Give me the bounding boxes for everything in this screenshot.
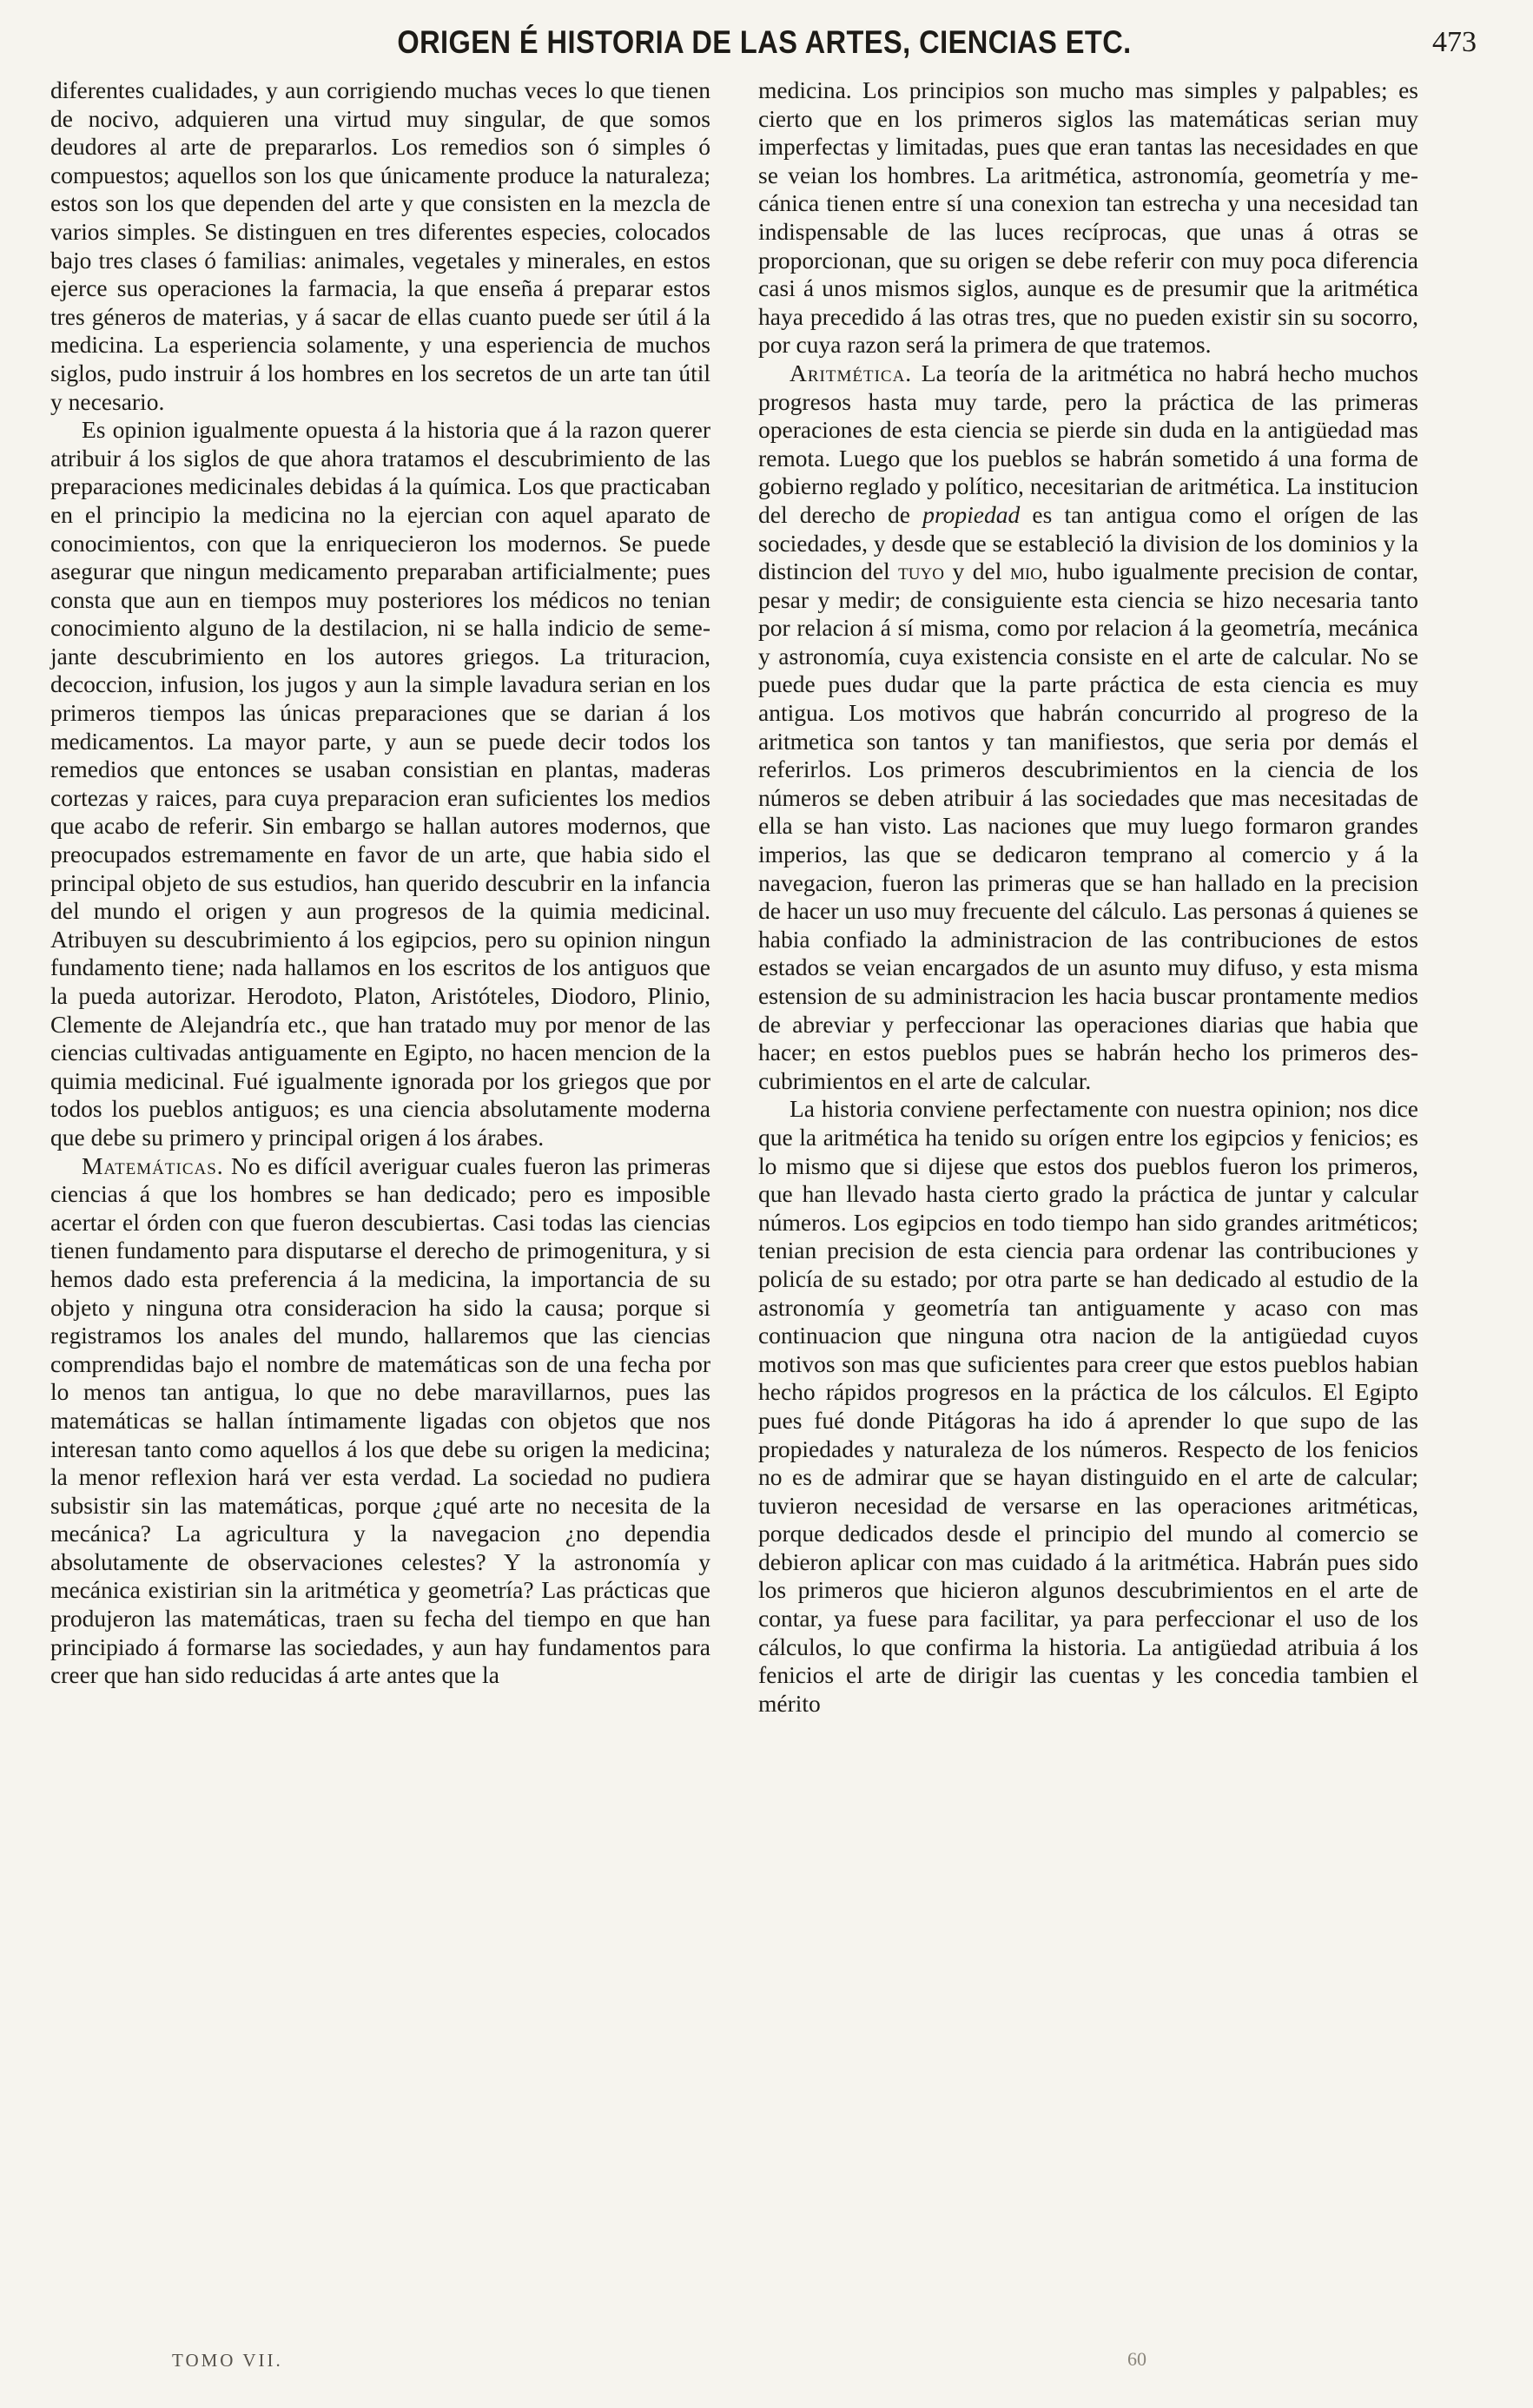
paragraph-medicinal-chemistry: Es opinion igualmente opuesta á la historia que á la razon querer atribuir á los siglos de que ahora tratamos el descubrimiento de las preparaciones medicinales debidas á la química. Los que practicaban en el principio la medicina no la ejercian con aquel aparato de conocimientos, con que la enriquecieron los modernos. Se puede asegurar que ningun medicamento preparaban artificialmente; pues consta que aun en tiempos muy posteriores los médicos no tenian conocimiento alguno de la destilacion, ni se halla indicio de semejante descubrimiento en los autores griegos. La trituracion, decoccion, infusion, los jugos y aun la simple lavadura serian en los primeros tiempos las únicas preparaciones que se darian á los medicamentos. La mayor parte, y aun se puede decir todos los remedios que entonces se usaban consistian en plantas, maderas cortezas y raices, para cuya preparacion eran suficientes los medios que acabo de referir. Sin embargo se hallan autores modernos, que preocupados estremamente en favor de un arte, que habia sido el principal objeto de sus estudios, han querido descubrir en la infancia del mundo el origen y aun progresos de la quimia medicinal. Atribuyen su descubrimiento á los egipcios, pero su opinion ningun fundamento tiene; nada hallamos en los escritos de los antiguos que la pueda autorizar. Herodoto, Platon, Aristóteles, Diodoro, Plinio, Clemente de Alejandría etc., que han tratado muy por menor de las ciencias cultivadas antiguamente en Egipto, no hacen mencion de la quimia medicinal. Fué igualmente ignorada por los griegos que por todos los pueblos antiguos; es una ciencia absolutamente moderna que debe su primero y principal origen á los árabes. [50, 416, 710, 1151]
right-column [758, 76, 1418, 1718]
page-footer [50, 2350, 1418, 2385]
section-heading-mathematics: Matemáticas. [82, 1151, 224, 1179]
text-columns [50, 76, 1418, 2247]
arithmetic-text-part-c: y del [943, 557, 1010, 585]
paragraph-arithmetic [758, 360, 1418, 1095]
printer-signature-mark: 60 [1127, 2348, 1146, 2370]
running-title: ORIGEN É HISTORIA DE LAS ARTES, CIENCIAS ETC. [397, 24, 1132, 60]
left-column [50, 76, 710, 1690]
arithmetic-text-part-b: es tan antigua como el orígen de las sociedades, y desde que se estableció la division de los dominios y la distincion del [758, 500, 1418, 585]
arithmetic-text-part-d: , hubo igualmente precision de contar, pesar y medir; de consiguiente esta ciencia se hizo necesaria tanto por relacion á sí misma, como por relacion á la geometría, mecánica y astronomía, cuya existencia consiste en el arte de calcular. No se puede pues dudar que la parte práctica de esta ciencia es muy antigua. Los motivos que habrán concurrido al progreso de la aritmetica son tantos y tan manifiestos, que seria por demás el referirlos. Los primeros descubrimientos en la ciencia de los números se deben atribuir á las sociedades que mas necesitadas de ella se han visto. Las naciones que muy luego formaron grandes imperios, las que se dedicaron temprano al comercio y á la navegacion, fueron las primeras que se han hallado en la precision de hacer un uso muy frecuente del cálculo. Las personas á quienes se habia confiado la administracion de las contribuciones de estos estados se veian encargados de un asunto muy difuso, y esta misma estension de su administracion les hacia buscar prontamente medios de abreviar y perfeccionar las operaciones diarias que habia que hacer; en estos pueblos pues se habrán hecho los primeros descubrimientos en el arte de calcular. [758, 557, 1418, 1094]
term-propiedad: propiedad [922, 500, 1021, 528]
arithmetic-text-part-a: La teoría de la aritmética no habrá hecho muchos progresos hasta muy tarde, pero la práctica de las primeras operaciones de esta ciencia se pierde sin duda en la antigüedad mas remota. Luego que los pueblos se habrán sometido á una forma de gobierno reglado y político, necesitarian de aritmética. La institucion del derecho de [758, 359, 1418, 528]
volume-label: TOMO VII. [172, 2350, 283, 2371]
paragraph-mathematics [50, 1152, 710, 1690]
paragraph-mathematics-continued: medicina. Los principios son mucho mas simples y palpables; es cierto que en los primeros siglos las matemáticas serian muy imperfectas y limitadas, pues que eran tantas las necesidades en que se veian los hombres. La aritmética, astronomía, geometría y mecánica tienen entre sí una conexion tan estrecha y una necesidad tan indispensable de las luces recíprocas, que unas á otras se proporcionan, que su origen se debe referir con muy poca diferencia casi á unos mismos siglos, aunque es de presumir que la aritmética haya precedido á las otras tres, que no pueden existir sin su socorro, por cuya razon será la primera de que tratemos. [758, 76, 1418, 359]
paragraph-pharmacy-continued: diferentes cualidades, y aun corrigiendo muchas veces lo que tienen de nocivo, adquieren una virtud muy singular, de que somos deudores al arte de prepararlos. Los remedios son ó simples ó compuestos; aquellos son los que únicamente produce la naturaleza; estos son los que dependen del arte y que consisten en la mezcla de varios simples. Se distinguen en tres diferentes especies, colocados bajo tres clases ó familias: animales, vegetales y minerales, en estos ejerce sus operaciones la farmacia, la que enseña á preparar estos tres géneros de materias, y á sacar de ellas cuanto puede ser útil á la medicina. La esperiencia solamente, y una esperiencia de muchos siglos, pudo instruir á los hombres en los secretos de un arte tan útil y necesario. [50, 76, 710, 415]
page-number: 473 [1432, 26, 1477, 58]
paragraph-history-of-arithmetic: La historia conviene perfectamente con nuestra opinion; nos dice que la aritmética ha tenido su orígen entre los egipcios y fenicios; es lo mismo que si dijese que estos dos pueblos fueron los primeros, que han llevado hasta cierto grado la práctica de juntar y calcular números. Los egipcios en todo tiempo han sido grandes aritméticos; tenian precision de esta ciencia para ordenar las contribuciones y policía de su estado; por otra parte se han dedicado al estudio de la astronomía y geometría tan antiguamente y acaso con mas continuacion que ninguna otra nacion de la antigüedad cuyos motivos son mas que suficientes para creer que estos pueblos habian hecho rápidos progresos en la práctica de los cálculos. El Egipto pues fué donde Pitágoras ha ido á aprender lo que supo de las propiedades y naturaleza de los números. Respecto de los fenicios no es de admirar que se hayan distinguido en el arte de calcular; tuvieron necesidad de versarse en las operaciones aritméticas, porque dedicados desde el principio del mundo al comercio se debieron aplicar con mas cuidado á la aritmética. Habrán pues sido los primeros que hicieron algunos descubrimientos en el arte de contar, ya fuese para facilitar, ya para perfeccionar el uso de los cálculos, lo que confirma la historia. La antigüedad atribuia á los fenicios el arte de dirigir las cuentas y les concedia tambien el mérito [758, 1095, 1418, 1717]
term-tuyo: tuyo [898, 557, 944, 585]
section-heading-arithmetic: Aritmética. [790, 359, 913, 386]
paragraph-mathematics-text: No es difícil averiguar cuales fueron las primeras ciencias á que los hombres se han dedicado; pero es imposible acertar el órden con que fueron descubiertas. Casi todas las ciencias tienen fundamento para disputarse el derecho de primogenitura, y si hemos dado esta preferencia á la medicina, la importancia de su objeto y ninguna otra consideracion ha sido la causa; porque si registramos los anales del mundo, hallaremos que las ciencias comprendidas bajo el nombre de matemáticas son de una fecha por lo menos tan antigua, lo que no debe maravillarnos, pues las matemáticas se hallan íntimamente ligadas con objetos que nos interesan tanto como aquellos á los que debe su origen la medicina; la menor reflexion hará ver esta verdad. La sociedad no pudiera subsistir sin las matemáticas, porque ¿qué arte no necesita de la mecánica? La agricultura y la navegacion ¿no dependia absolutamente de observaciones celestes? Y la astronomía y mecánica existirian sin la aritmética y geometría? Las prácticas que produjeron las matemáticas, traen su fecha del tiempo en que han principiado á formarse las sociedades, y aun hay fundamentos para creer que han sido reducidas á arte antes que la [50, 1151, 710, 1689]
term-mio: mio [1009, 557, 1042, 585]
page-header [52, 24, 1477, 76]
